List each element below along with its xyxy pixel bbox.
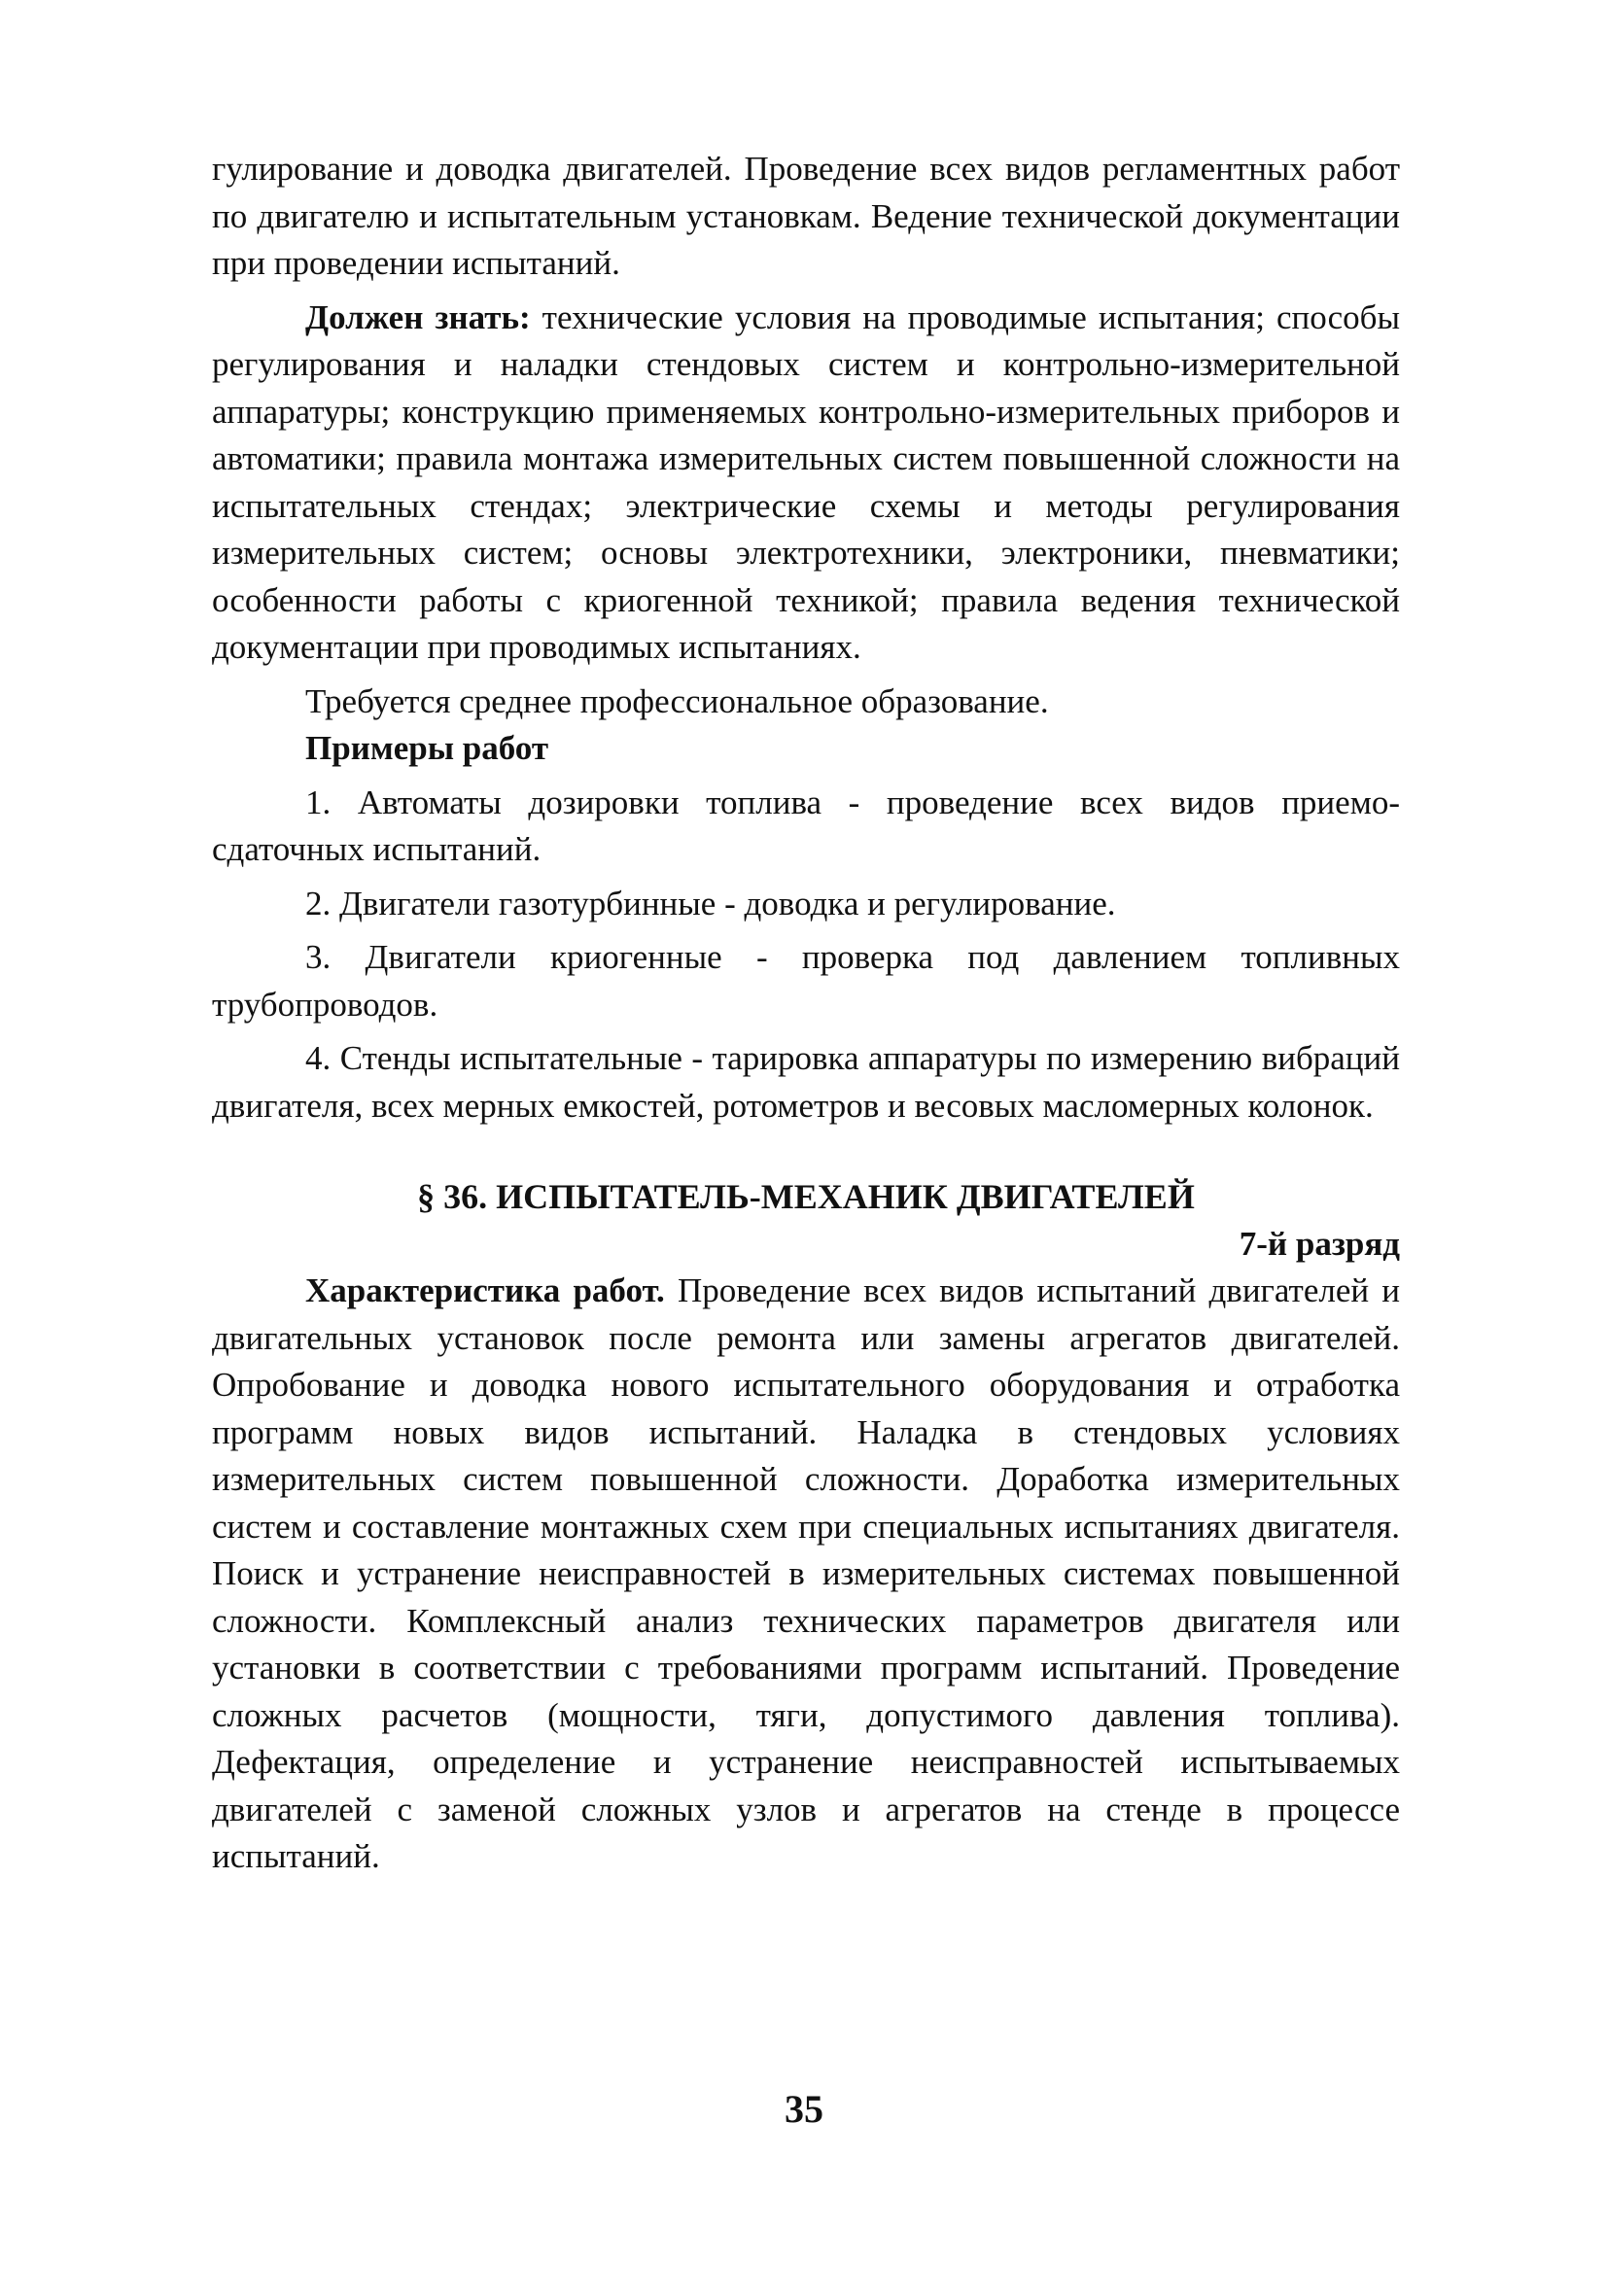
example-item: 1. Автоматы дозировки топлива - проведение всех видов приемо-сдаточных испытаний. (212, 783, 1400, 868)
characteristics-paragraph (212, 1268, 1400, 1881)
must-know-text: технические условия на проводимые испытания; способы регулирования и наладки стендовых систем и контрольно-измерительной аппаратуры; конструкцию применяемых контрольно-измерительных приборов и автоматики; правила монтажа измерительных систем повышенной сложности на испытательных стендах; электрические схемы и методы регулирования измерительных систем; основы электротехники, электроники, пневматики; особенности работы с криогенной техникой; правила ведения технической документации при проводимых испытаниях. (212, 297, 1400, 666)
examples-title: Примеры работ (305, 729, 549, 767)
page-body (212, 146, 1400, 1881)
education-paragraph: Требуется среднее профессиональное образование. (305, 681, 1049, 720)
section-heading: § 36. ИСПЫТАТЕЛЬ-МЕХАНИК ДВИГАТЕЛЕЙ (417, 1177, 1195, 1216)
must-know-label: Должен знать: (305, 297, 531, 336)
must-know-paragraph (212, 295, 1400, 672)
page-number: 35 (785, 2087, 823, 2131)
intro-paragraph: гулирование и доводка двигателей. Проведение всех видов регламентных работ по двигателю и испытательным установкам. Ведение технической документации при проведении испытаний. (212, 150, 1400, 282)
grade-label: 7-й разряд (1239, 1225, 1400, 1263)
example-item: 2. Двигатели газотурбинные - доводка и регулирование. (305, 884, 1116, 922)
example-item: 4. Стенды испытательные - тарировка аппаратуры по измерению вибраций двигателя, всех мерных емкостей, ротометров и весовых масломерных колонок. (212, 1039, 1400, 1125)
characteristics-label: Характеристика работ. (305, 1271, 665, 1309)
characteristics-text: Проведение всех видов испытаний двигателей и двигательных установок после ремонта или замены агрегатов двигателей. Опробование и доводка нового испытательного оборудования и отработка программ новых видов испытаний. Наладка в стендовых условиях измерительных систем повышенной сложности. Доработка измерительных систем и составление монтажных схем при специальных испытаниях двигателя. Поиск и устранение неисправностей в измерительных системах повышенной сложности. Комплексный анализ технических параметров двигателя или установки в соответствии с требованиями программ испытаний. Проведение сложных расчетов (мощности, тяги, допустимого давления топлива). Дефектация, определение и устранение неисправностей испытываемых двигателей с заменой сложных узлов и агрегатов на стенде в процессе испытаний. (212, 1271, 1400, 1875)
example-item: 3. Двигатели криогенные - проверка под давлением топливных трубопроводов. (212, 938, 1400, 1024)
